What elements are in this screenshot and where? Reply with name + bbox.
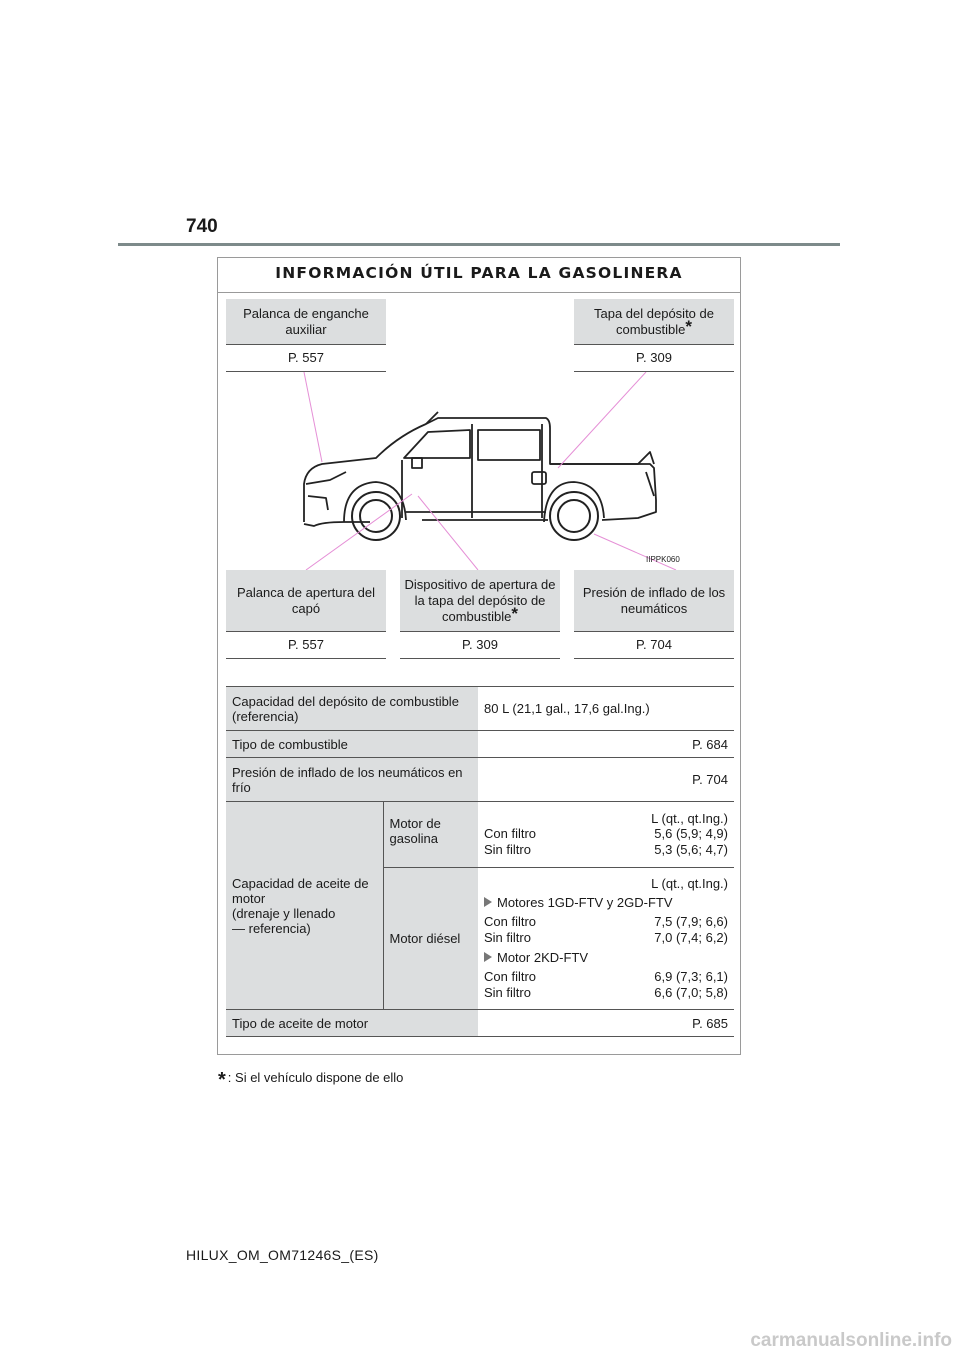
list-item: Con filtro 6,9 (7,3; 6,1) [484, 969, 728, 984]
callout-page-ref[interactable]: P. 309 [574, 345, 734, 372]
engine-group-heading: Motores 1GD-FTV y 2GD-FTV [484, 895, 728, 910]
oil-type-value[interactable]: P. 685 [478, 1010, 734, 1037]
oil-capacity-label: Capacidad de aceite de motor (drenaje y llenado — referencia) [226, 802, 383, 1010]
callout-page-ref[interactable]: P. 309 [400, 632, 560, 659]
list-item: Sin filtro 7,0 (7,4; 6,2) [484, 930, 728, 945]
callout-page-ref[interactable]: P. 557 [226, 345, 386, 372]
triangle-bullet-icon [484, 897, 492, 907]
list-item: Con filtro 7,5 (7,9; 6,6) [484, 914, 728, 929]
page-number: 740 [186, 216, 218, 237]
fuel-type-label: Tipo de combustible [226, 731, 478, 758]
fuel-capacity-label: Capacidad del depósito de combustible (referencia) [226, 687, 478, 731]
callout-label: Palanca de apertura del capó [226, 570, 386, 632]
engine-group-heading: Motor 2KD-FTV [484, 950, 728, 965]
tire-pressure-value[interactable]: P. 704 [478, 758, 734, 802]
header-rule [118, 243, 840, 246]
list-item: Sin filtro 5,3 (5,6; 4,7) [484, 842, 728, 857]
gasoline-oil-values [478, 802, 734, 868]
footer-doc-code: HILUX_OM_OM71246S_(ES) [186, 1247, 379, 1263]
gasoline-engine-label: Motor de gasolina [383, 802, 478, 868]
callout-label: Presión de inflado de los neumáticos [574, 570, 734, 632]
list-item: Con filtro 5,6 (5,9; 4,9) [484, 826, 728, 841]
table-row [226, 802, 734, 868]
spec-table [226, 686, 734, 1037]
diesel-engine-label: Motor diésel [383, 868, 478, 1010]
callout-fuel-cap [574, 299, 734, 372]
fuel-type-value[interactable]: P. 684 [478, 731, 734, 758]
callout-page-ref[interactable]: P. 557 [226, 632, 386, 659]
table-row [226, 687, 734, 731]
callout-tire-pressure [574, 570, 734, 659]
callout-label: Palanca de enganche auxiliar [226, 299, 386, 345]
image-code: IIPPK060 [646, 555, 680, 564]
callout-fuel-door-opener [400, 570, 560, 659]
fuel-capacity-value: 80 L (21,1 gal., 17,6 gal.Ing.) [478, 687, 734, 731]
diesel-oil-values [478, 868, 734, 1010]
list-item: Sin filtro 6,6 (7,0; 5,8) [484, 985, 728, 1000]
asterisk-icon: * [511, 603, 518, 623]
callout-label: Dispositivo de apertura de la tapa del depósito de combustible* [400, 570, 560, 632]
oil-type-label: Tipo de aceite de motor [226, 1010, 478, 1037]
asterisk-icon: * [218, 1069, 226, 1091]
callout-label: Tapa del depósito de combustible* [574, 299, 734, 345]
section-title: INFORMACIÓN ÚTIL PARA LA GASOLINERA [275, 264, 683, 282]
table-row [226, 731, 734, 758]
table-row [226, 758, 734, 802]
pickup-truck-illustration [226, 372, 734, 570]
tire-pressure-label: Presión de inflado de los neumáticos en frío [226, 758, 478, 802]
footnote: * : Si el vehículo dispone de ello [218, 1069, 404, 1091]
unit-label: L (qt., qt.Ing.) [651, 876, 728, 891]
watermark: carmanualsonline.info [750, 1330, 952, 1351]
callout-hood-release [226, 570, 386, 659]
callout-auxiliary-hitch [226, 299, 386, 372]
unit-label: L (qt., qt.Ing.) [651, 811, 728, 826]
table-row [226, 1010, 734, 1037]
title-divider [218, 292, 740, 293]
triangle-bullet-icon [484, 952, 492, 962]
callout-page-ref[interactable]: P. 704 [574, 632, 734, 659]
asterisk-icon: * [685, 316, 692, 336]
